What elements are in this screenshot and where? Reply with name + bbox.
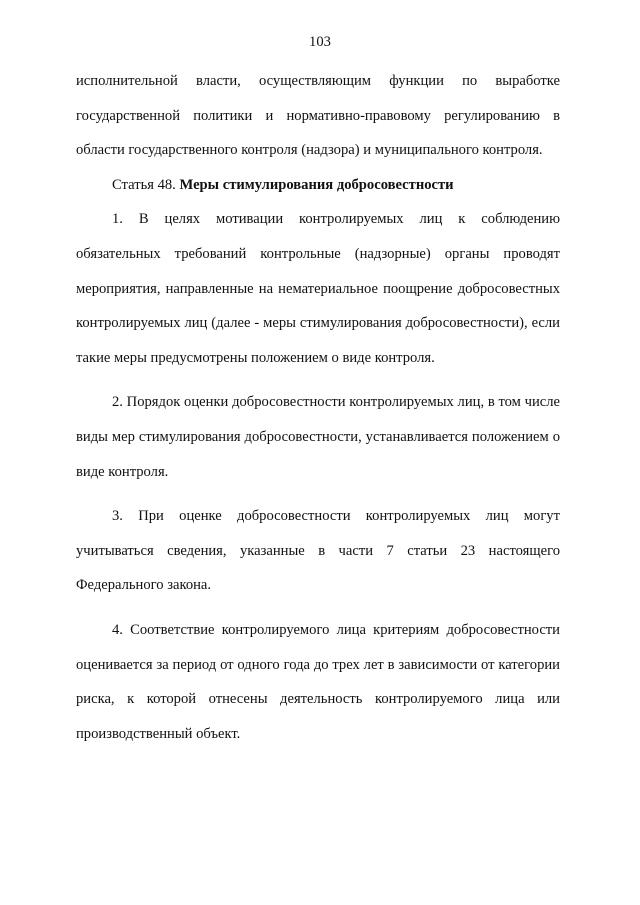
paragraph-1: 1. В целях мотивации контролируемых лиц к соблюдению обязательных требований контрольные (надзорные) органы проводят мероприятия, направленные на нематериальное поощрение добросовестных контролируемых лиц (далее - меры стимулирования добросовестности), если такие меры предусмотрены положением о виде контроля.: [76, 211, 560, 366]
intro-paragraph: исполнительной власти, осуществляющим функции по выработке государственной политики и нормативно-правовому регулированию в области государственного контроля (надзора) и муниципального контроля.: [76, 73, 560, 159]
article-prefix: Статья 48.: [112, 176, 176, 193]
paragraph-3: 3. При оценке добросовестности контролируемых лиц могут учитываться сведения, указанные в части 7 статьи 23 настоящего Федерального закона.: [76, 508, 560, 594]
paragraph-4: 4. Соответствие контролируемого лица критериям добросовестности оценивается за период от одного года до трех лет в зависимости от категории риска, к которой отнесены деятельность контролируемого лица или производственный объект.: [76, 621, 560, 742]
page-number: 103: [309, 34, 331, 50]
article-heading: [76, 168, 560, 203]
article-title: Меры стимулирования добросовестности: [179, 176, 454, 193]
document-body: [76, 64, 560, 751]
paragraph-2: 2. Порядок оценки добросовестности контролируемых лиц, в том числе виды мер стимулирования добросовестности, устанавливается положением о виде контроля.: [76, 394, 560, 480]
